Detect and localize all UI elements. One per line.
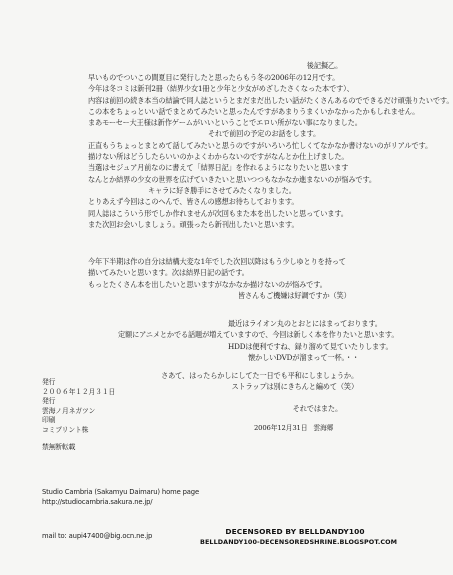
afterword-extra2-line: 定額にアニメとかでる話題が増えていますので、今回は新しく本を作りたいと思います。 xyxy=(118,330,399,340)
afterword-extra-line: もっとたくさん本を出したいと思いますがなかなか描けないのが悩みです。 xyxy=(88,279,327,289)
afterword-line: 内容は前回の続き本当の結論で同人誌というとまだまだ出したい話がたくさんあるのでできるだけ頑張りたいです。 xyxy=(88,95,453,105)
afterword-line: この本をちょっといい話でまとめてみたいと思ったんですがあまりうまくいかなかったかもしれません。 xyxy=(88,106,420,116)
date-text: 2006年12月31日 xyxy=(254,424,308,432)
colophon-mail xyxy=(42,532,192,542)
afterword-extra-line: 皆さんもご機嫌は好調ですか（笑） xyxy=(238,290,351,300)
afterword-line: 今年は冬コミは新刊2冊（結界少女1冊と少年と少女がめざしたさくなった本です）、 xyxy=(88,84,354,94)
afterword-line: なんとか結界の少女の世界を広げていきたいと思いつつもなかなか進まないのが悩みです。 xyxy=(88,174,376,184)
colophon-title: 発行 xyxy=(42,378,56,386)
credit-line-2[interactable]: BELLDANDY100-DECENSOREDSHRINE.BLOGSPOT.COM xyxy=(200,538,398,546)
closing-line: ストラップは別にきちんと編めて（笑） xyxy=(231,382,358,392)
afterword-extra2-line: 懐かしいDVDが溜まって一杯。・・ xyxy=(248,352,360,362)
mail-address[interactable]: mail to: aupi47400@big.ocn.ne.jp xyxy=(42,532,153,540)
afterword-line: 描けない所はどうしたらいいのかよくわからないのですがなんとか仕上げました。 xyxy=(88,152,349,162)
credit-line-1: DECENSORED BY BELLDANDY100 xyxy=(225,527,365,536)
author-name: 雲海郷 xyxy=(313,424,334,432)
afterword-line: 同人誌はこういう形でしか作れませんが次回もまた本を出したいと思っています。 xyxy=(88,208,348,218)
afterword-date xyxy=(254,424,364,434)
afterword-line: まあモーセー大王様は新作ゲームがいいということでエロい所がない事になりました。 xyxy=(88,118,362,128)
afterword-line: 正直もうちょっとまとめて話してみたいと思うのですがいろいろ忙しくてなかなか書けないのがリアルです。 xyxy=(88,140,432,150)
afterword-extra xyxy=(88,256,356,301)
afterword-extra-line: 今年下半期は作の自分は結構大変な1年でした次回以降はもう少しゆとりを持って xyxy=(88,257,346,266)
colophon-printer: コミプリント株 xyxy=(42,425,89,434)
afterword-extra2-line: HDDは便利ですね、録り溜めて見ていたりします。 xyxy=(228,341,393,351)
decensor-credit xyxy=(200,526,398,548)
colophon-links xyxy=(42,488,232,507)
colophon xyxy=(42,378,192,453)
colophon-printer-label: 印刷 xyxy=(42,416,56,424)
colophon-publisher-label: 発行 xyxy=(42,397,56,405)
afterword-extra-line: 描いてみたいと思います。次は結界日記の話です。 xyxy=(88,268,249,278)
afterword-line: また次回お会いしましょう。頑張ったら新刊出したいと思います。 xyxy=(88,219,299,229)
colophon-notice: 禁無断転載 xyxy=(42,443,76,451)
afterword-extra2-line: 最近はライオン丸のとおとにはまっております。 xyxy=(228,319,382,328)
afterword-body xyxy=(88,72,453,230)
afterword-dateline xyxy=(254,424,364,434)
afterword-line: 早いものでついこの間夏目に発行したと思ったらもう冬の2006年の12月です。 xyxy=(88,73,340,82)
colophon-date: ２００６年１２月３１日 xyxy=(42,387,116,396)
afterword-line: それで前回の予定のお話をします。 xyxy=(208,129,321,139)
sign-off: それではまた。 xyxy=(292,404,342,413)
afterword-heading: 後記擬乙。 xyxy=(306,61,342,70)
circle-homepage: Studio Cambria (Sakamyu Daimaru) home page xyxy=(42,488,199,496)
colophon-publisher: 雲海ノ月ネガツン xyxy=(42,406,96,415)
afterword-heading-block xyxy=(42,60,342,71)
afterword-extra2 xyxy=(118,318,399,363)
afterword-line: とりあえず今回はこのへんで、皆さんの感想お待ちしております。 xyxy=(88,197,299,207)
closing-line: さあて、はったらかしにしてた一日でも平和にしましょうか。 xyxy=(161,371,358,380)
afterword-line: キャラに好き勝手にさせてみたくなりました。 xyxy=(148,185,296,195)
circle-url[interactable]: http://studiocambria.sakura.ne.jp/ xyxy=(42,497,153,506)
afterword-line: 当選はセジュア月前なのに書えて「結界日記」を作れるようになりたいと思います xyxy=(88,163,349,173)
